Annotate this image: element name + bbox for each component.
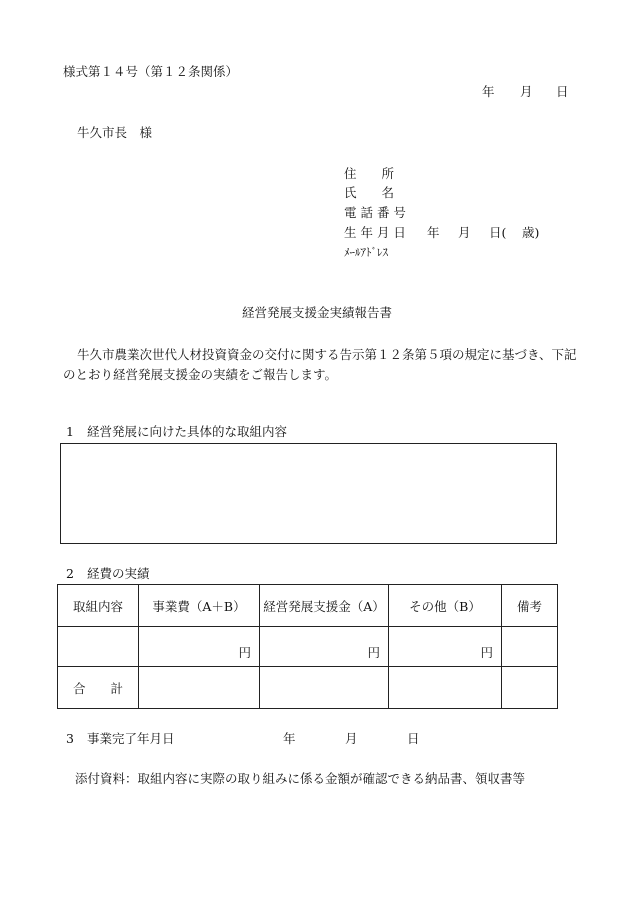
other-cell[interactable] — [389, 627, 502, 667]
birth-day-label: 日( — [489, 225, 507, 240]
attachment-note: 添付資料：取組内容に実際の取り組みに係る金額が確認できる納品書、領収書等 — [75, 771, 526, 786]
section-1-number: 1 — [66, 424, 74, 439]
header-support-fund: 経営発展支援金（A） — [260, 585, 389, 627]
support-fund-cell[interactable] — [260, 627, 389, 667]
yen-unit: 円 — [367, 645, 380, 660]
section-2-number: 2 — [66, 566, 74, 581]
age-label: 歳) — [522, 225, 540, 240]
activity-cell[interactable] — [58, 627, 139, 667]
remarks-cell[interactable] — [502, 627, 558, 667]
header-remarks: 備考 — [502, 585, 558, 627]
document-title: 経営発展支援金実績報告書 — [242, 305, 393, 320]
birthdate-label: 生 年 月 日 — [344, 225, 406, 240]
date-year-label: 年 — [482, 84, 495, 99]
expense-table — [57, 584, 558, 709]
total-project-cost-cell[interactable] — [139, 667, 260, 709]
birth-year-label: 年 — [427, 225, 440, 240]
total-other-cell[interactable] — [389, 667, 502, 709]
yen-unit: 円 — [480, 645, 493, 660]
phone-label: 電 話 番 号 — [344, 205, 406, 220]
expense-entry-row — [58, 627, 558, 667]
email-label: ﾒｰﾙｱﾄﾞﾚｽ — [344, 246, 388, 259]
total-remarks-cell[interactable] — [502, 667, 558, 709]
section-3-number: 3 — [66, 731, 74, 746]
date-day-label: 日 — [556, 84, 569, 99]
expense-header-row — [58, 585, 558, 627]
completion-day-label: 日 — [407, 731, 420, 746]
name-label: 氏 名 — [344, 185, 395, 200]
intro-line-2: のとおり経営発展支援金の実績をご報告します。 — [63, 367, 338, 382]
intro-line-1: 牛久市農業次世代人材投資資金の交付に関する告示第１２条第５項の規定に基づき、下記 — [77, 347, 577, 362]
yen-unit: 円 — [238, 645, 251, 660]
header-activity: 取組内容 — [58, 585, 139, 627]
expense-total-row — [58, 667, 558, 709]
addressee: 牛久市長 様 — [77, 125, 153, 140]
completion-year-label: 年 — [283, 731, 296, 746]
total-label: 合 計 — [58, 667, 139, 709]
address-label: 住 所 — [344, 166, 395, 181]
section-2-label: 経費の実績 — [87, 566, 150, 581]
section-3-label: 事業完了年月日 — [87, 731, 175, 746]
header-project-cost: 事業費（A＋B） — [139, 585, 260, 627]
form-number: 様式第１４号（第１２条関係） — [63, 64, 239, 79]
project-cost-cell[interactable] — [139, 627, 260, 667]
section-1-label: 経営発展に向けた具体的な取組内容 — [87, 424, 288, 439]
birth-month-label: 月 — [458, 225, 471, 240]
date-month-label: 月 — [520, 84, 533, 99]
header-other: その他（B） — [389, 585, 502, 627]
total-support-fund-cell[interactable] — [260, 667, 389, 709]
completion-month-label: 月 — [345, 731, 358, 746]
section-1-content-box[interactable] — [60, 443, 557, 544]
